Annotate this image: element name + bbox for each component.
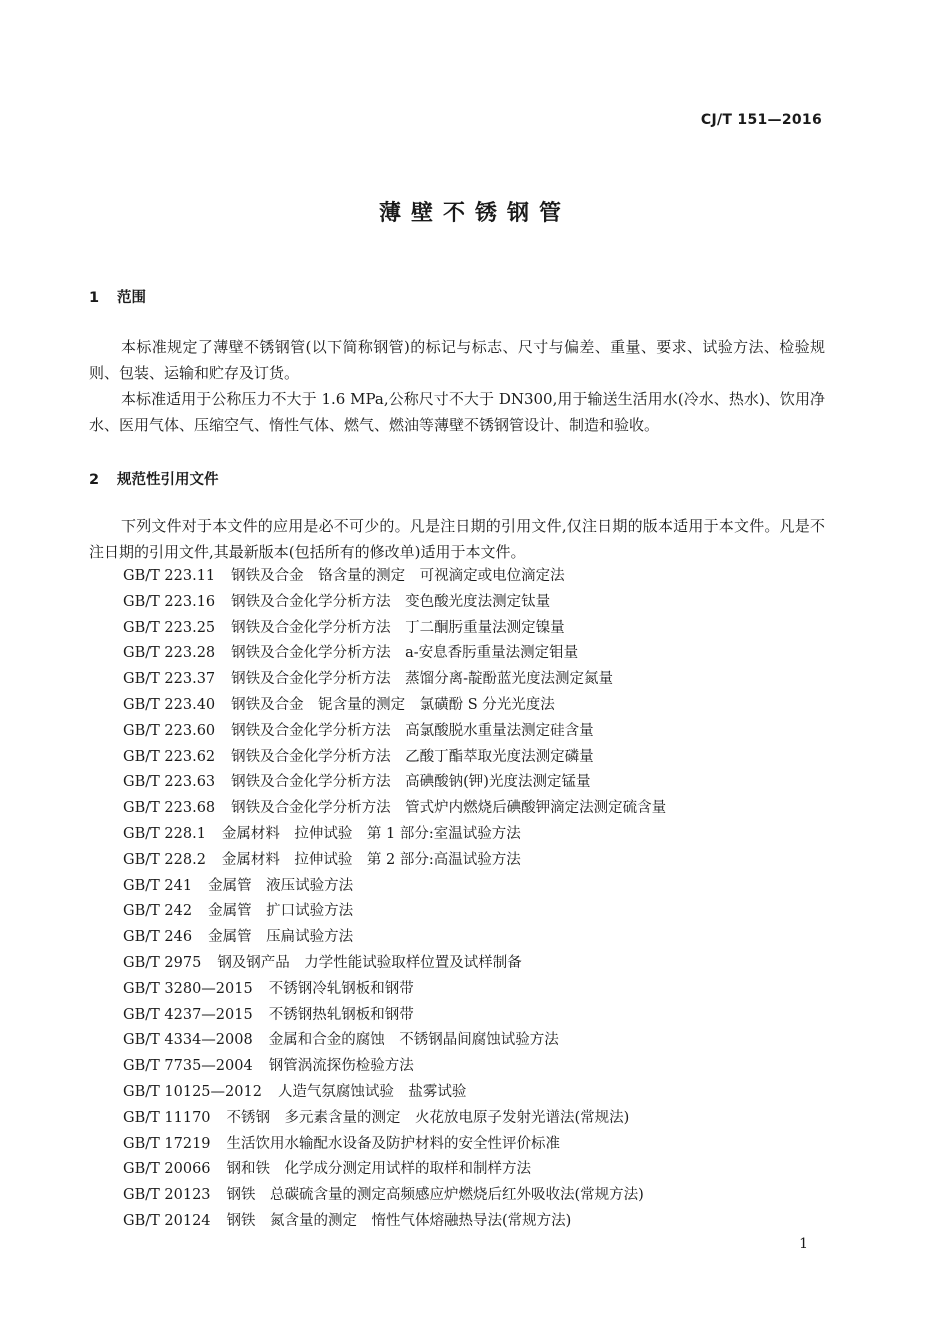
reference-title: 人造气氛腐蚀试验 盐雾试验: [277, 1083, 467, 1100]
reference-title: 钢和铁 化学成分测定用试样的取样和制样方法: [226, 1161, 532, 1178]
reference-title: 金属管 扩口试验方法: [208, 903, 354, 920]
reference-title: 金属材料 拉伸试验 第 2 部分:高温试验方法: [221, 851, 521, 868]
reference-code: GB/T 2975: [123, 954, 202, 971]
reference-item: [123, 848, 666, 874]
reference-item: [123, 951, 666, 977]
reference-code: GB/T 223.68: [123, 800, 216, 817]
page-number: 1: [799, 1236, 808, 1252]
document-title: 薄壁不锈钢管: [378, 201, 571, 226]
reference-item: [123, 1054, 666, 1080]
reference-list: [123, 564, 666, 1235]
reference-item: [123, 822, 666, 848]
reference-code: GB/T 223.63: [123, 774, 216, 791]
reference-code: GB/T 223.40: [123, 696, 216, 713]
scope-paragraph-1: 本标准规定了薄壁不锈钢管(以下简称钢管)的标记与标志、尺寸与偏差、重量、要求、试验方法、检验规则、包装、运输和贮存及订货。: [89, 338, 825, 382]
reference-title: 钢铁及合金化学分析方法 管式炉内燃烧后碘酸钾滴定法测定硫含量: [231, 800, 667, 817]
reference-code: GB/T 7735—2004: [123, 1058, 253, 1075]
section-number: 1: [89, 290, 100, 306]
reference-code: GB/T 20123: [123, 1187, 211, 1204]
reference-item: [123, 925, 666, 951]
section-title: 规范性引用文件: [117, 472, 219, 488]
reference-item: [123, 641, 666, 667]
reference-code: GB/T 242: [123, 903, 193, 920]
reference-title: 钢铁及合金化学分析方法 丁二酮肟重量法测定镍量: [231, 619, 565, 636]
reference-item: [123, 1003, 666, 1029]
reference-item: [123, 874, 666, 900]
reference-item: [123, 564, 666, 590]
reference-code: GB/T 223.25: [123, 619, 216, 636]
reference-code: GB/T 223.62: [123, 748, 216, 765]
reference-code: GB/T 223.16: [123, 593, 216, 610]
reference-title: 钢铁及合金 铬含量的测定 可视滴定或电位滴定法: [231, 568, 565, 584]
reference-title: 金属和合金的腐蚀 不锈钢晶间腐蚀试验方法: [268, 1032, 559, 1049]
reference-code: GB/T 10125—2012: [123, 1083, 262, 1100]
reference-title: 钢铁及合金化学分析方法 a-安息香肟重量法测定钼量: [231, 645, 579, 662]
reference-code: GB/T 223.11: [123, 568, 216, 584]
reference-item: [123, 1183, 666, 1209]
reference-title: 钢铁 总碳硫含量的测定高频感应炉燃烧后红外吸收法(常规方法): [226, 1187, 644, 1204]
reference-code: GB/T 4334—2008: [123, 1032, 253, 1049]
reference-title: 钢及钢产品 力学性能试验取样位置及试样制备: [217, 954, 522, 971]
reference-item: [123, 977, 666, 1003]
reference-code: GB/T 223.28: [123, 645, 216, 662]
standard-code: CJ/T 151—2016: [700, 112, 822, 128]
reference-code: GB/T 223.60: [123, 722, 216, 739]
reference-code: GB/T 3280—2015: [123, 980, 253, 997]
reference-item: [123, 693, 666, 719]
reference-title: 不锈钢 多元素含量的测定 火花放电原子发射光谱法(常规法): [226, 1109, 630, 1126]
reference-code: GB/T 20124: [123, 1212, 211, 1229]
reference-code: GB/T 20066: [123, 1161, 211, 1178]
reference-item: [123, 590, 666, 616]
reference-item: [123, 899, 666, 925]
reference-title: 不锈钢冷轧钢板和钢带: [268, 980, 414, 997]
section-2-heading: [89, 468, 219, 489]
normative-references-intro: 下列文件对于本文件的应用是必不可少的。凡是注日期的引用文件,仅注日期的版本适用于本文件。凡是不注日期的引用文件,其最新版本(包括所有的修改单)适用于本文件。: [89, 517, 825, 561]
reference-code: GB/T 223.37: [123, 671, 216, 688]
reference-title: 钢铁及合金 铌含量的测定 氯磺酚 S 分光光度法: [231, 696, 555, 713]
reference-title: 钢铁及合金化学分析方法 高碘酸钠(钾)光度法测定锰量: [231, 774, 591, 791]
reference-title: 金属材料 拉伸试验 第 1 部分:室温试验方法: [221, 825, 521, 842]
reference-item: [123, 1106, 666, 1132]
reference-item: [123, 1157, 666, 1183]
reference-title: 金属管 液压试验方法: [208, 877, 354, 894]
reference-code: GB/T 241: [123, 877, 193, 894]
reference-code: GB/T 246: [123, 929, 193, 946]
reference-item: [123, 1209, 666, 1235]
reference-title: 生活饮用水输配水设备及防护材料的安全性评价标准: [226, 1135, 561, 1152]
section-1-heading: [89, 286, 146, 307]
reference-item: [123, 719, 666, 745]
reference-title: 钢管涡流探伤检验方法: [268, 1058, 414, 1075]
reference-title: 钢铁及合金化学分析方法 高氯酸脱水重量法测定硅含量: [231, 722, 594, 739]
reference-title: 钢铁及合金化学分析方法 蒸馏分离-靛酚蓝光度法测定氮量: [231, 671, 614, 688]
reference-title: 金属管 压扁试验方法: [208, 929, 354, 946]
scope-paragraph-2: 本标准适用于公称压力不大于 1.6 MPa,公称尺寸不大于 DN300,用于输送生活用水(冷水、热水)、饮用净水、医用气体、压缩空气、惰性气体、燃气、燃油等薄壁不锈钢管设计、制造和验收。: [89, 390, 825, 434]
reference-code: GB/T 17219: [123, 1135, 211, 1152]
reference-code: GB/T 11170: [123, 1109, 211, 1126]
section-number: 2: [89, 472, 100, 488]
reference-item: [123, 1080, 666, 1106]
section-title: 范围: [117, 290, 146, 306]
reference-item: [123, 667, 666, 693]
reference-item: [123, 796, 666, 822]
reference-code: GB/T 228.2: [123, 851, 206, 868]
reference-title: 钢铁 氮含量的测定 惰性气体熔融热导法(常规方法): [226, 1212, 572, 1229]
reference-title: 钢铁及合金化学分析方法 变色酸光度法测定钛量: [231, 593, 551, 610]
reference-code: GB/T 228.1: [123, 825, 206, 842]
reference-title: 不锈钢热轧钢板和钢带: [268, 1006, 414, 1023]
reference-code: GB/T 4237—2015: [123, 1006, 253, 1023]
reference-item: [123, 1028, 666, 1054]
reference-item: [123, 1132, 666, 1158]
reference-item: [123, 745, 666, 771]
reference-item: [123, 770, 666, 796]
reference-title: 钢铁及合金化学分析方法 乙酸丁酯萃取光度法测定磷量: [231, 748, 594, 765]
reference-item: [123, 616, 666, 642]
